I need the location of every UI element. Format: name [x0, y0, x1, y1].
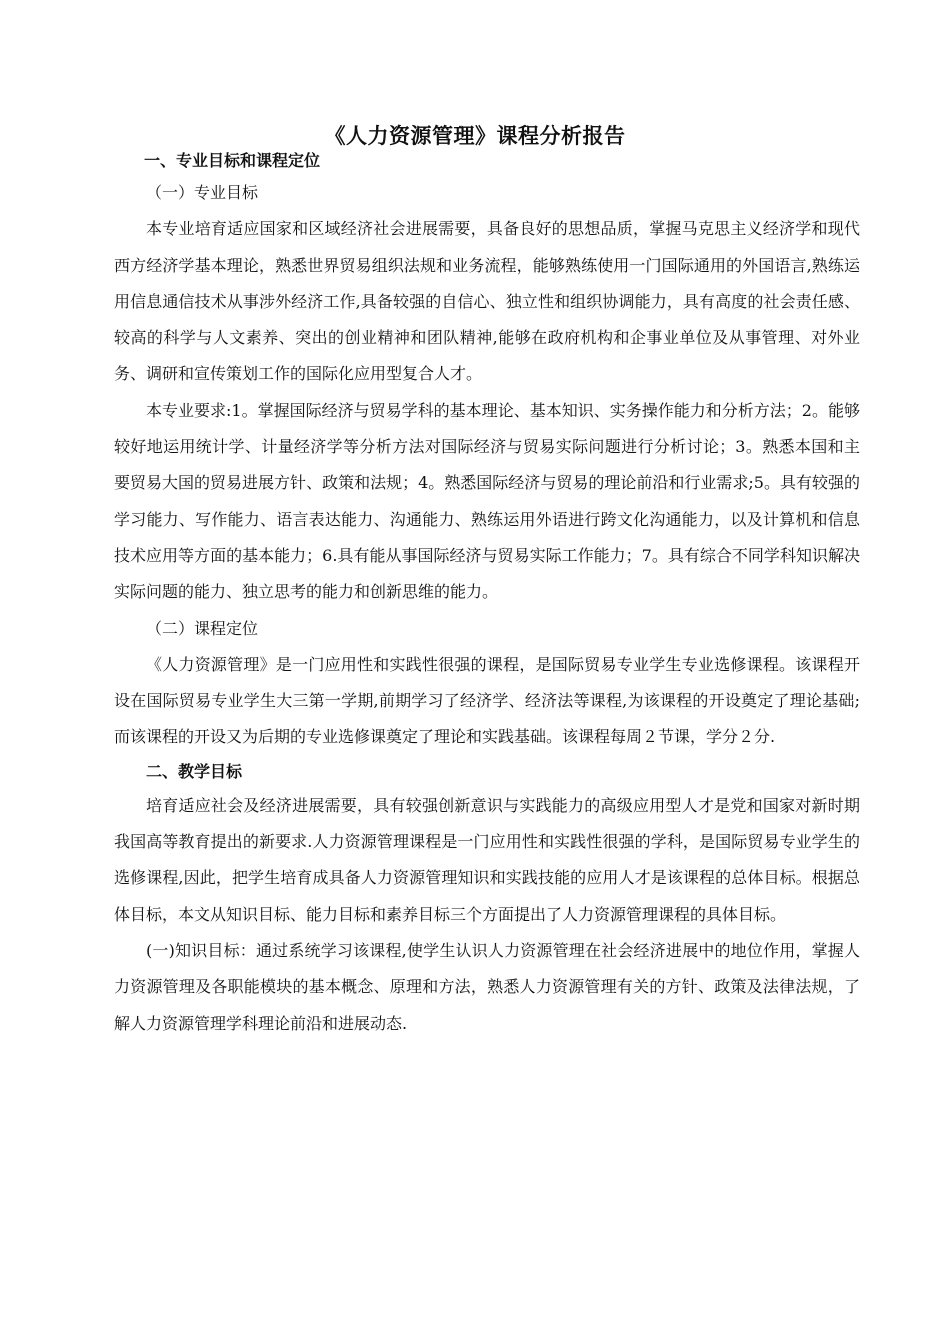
paragraph-teaching-goal: 培育适应社会及经济进展需要，具有较强创新意识与实践能力的高级应用型人才是党和国家对新时期我国高等教育提出的新要求.人力资源管理课程是一门应用性和实践性很强的学科，是国际贸易专业学生的选修课程,因此，把学生培育成具备人力资源管理知识和实践技能的应用人才是该课程的总体目标。根据总体目标，本文从知识目标、能力目标和素养目标三个方面提出了人力资源管理课程的具体目标。: [114, 795, 860, 924]
subsection-heading-major-goal: （一）专业目标: [146, 183, 259, 202]
section-heading-2: 二、教学目标: [146, 761, 243, 781]
paragraph-course-positioning: 《人力资源管理》是一门应用性和实践性很强的课程，是国际贸易专业学生专业选修课程。该课程开设在国际贸易专业学生大三第一学期,前期学习了经济学、经济法等课程,为该课程的开设奠定了理论基础;而该课程的开设又为后期的专业选修课奠定了理论和实践基础。该课程每周２节课，学分２分.: [114, 654, 860, 747]
document-body: [114, 147, 860, 1042]
document-title: 《人力资源管理》课程分析报告: [324, 124, 626, 148]
paragraph-major-goal: 本专业培育适应国家和区域经济社会进展需要，具备良好的思想品质，掌握马克思主义经济学和现代西方经济学基本理论，熟悉世界贸易组织法规和业务流程，能够熟练使用一门国际通用的外国语言,熟练运用信息通信技术从事涉外经济工作,具备较强的自信心、独立性和组织协调能力，具有高度的社会责任感、较高的科学与人文素养、突出的创业精神和团队精神,能够在政府机构和企事业单位及从事管理、对外业务、调研和宣传策划工作的国际化应用型复合人才。: [114, 219, 860, 384]
subsection-heading-course-positioning: （二）课程定位: [146, 618, 259, 638]
section-heading-1: 一、专业目标和课程定位: [144, 151, 321, 170]
paragraph-knowledge-goal: (一)知识目标：通过系统学习该课程,使学生认识人力资源管理在社会经济进展中的地位作用，掌握人力资源管理及各职能模块的基本概念、原理和方法，熟悉人力资源管理有关的方针、政策及法律法规，了解人力资源管理学科理论前沿和进展动态.: [114, 940, 860, 1033]
paragraph-major-requirements: 本专业要求:1。掌握国际经济与贸易学科的基本理论、基本知识、实务操作能力和分析方法；2。能够较好地运用统计学、计量经济学等分析方法对国际经济与贸易实际问题进行分析讨论；3。熟悉本国和主要贸易大国的贸易进展方针、政策和法规；4。熟悉国际经济与贸易的理论前沿和行业需求;5。具有较强的学习能力、写作能力、语言表达能力、沟通能力、熟练运用外语进行跨文化沟通能力，以及计算机和信息技术应用等方面的基本能力；6.具有能从事国际经济与贸易实际工作能力；7。具有综合不同学科知识解决实际问题的能力、独立思考的能力和创新思维的能力。: [114, 400, 860, 602]
